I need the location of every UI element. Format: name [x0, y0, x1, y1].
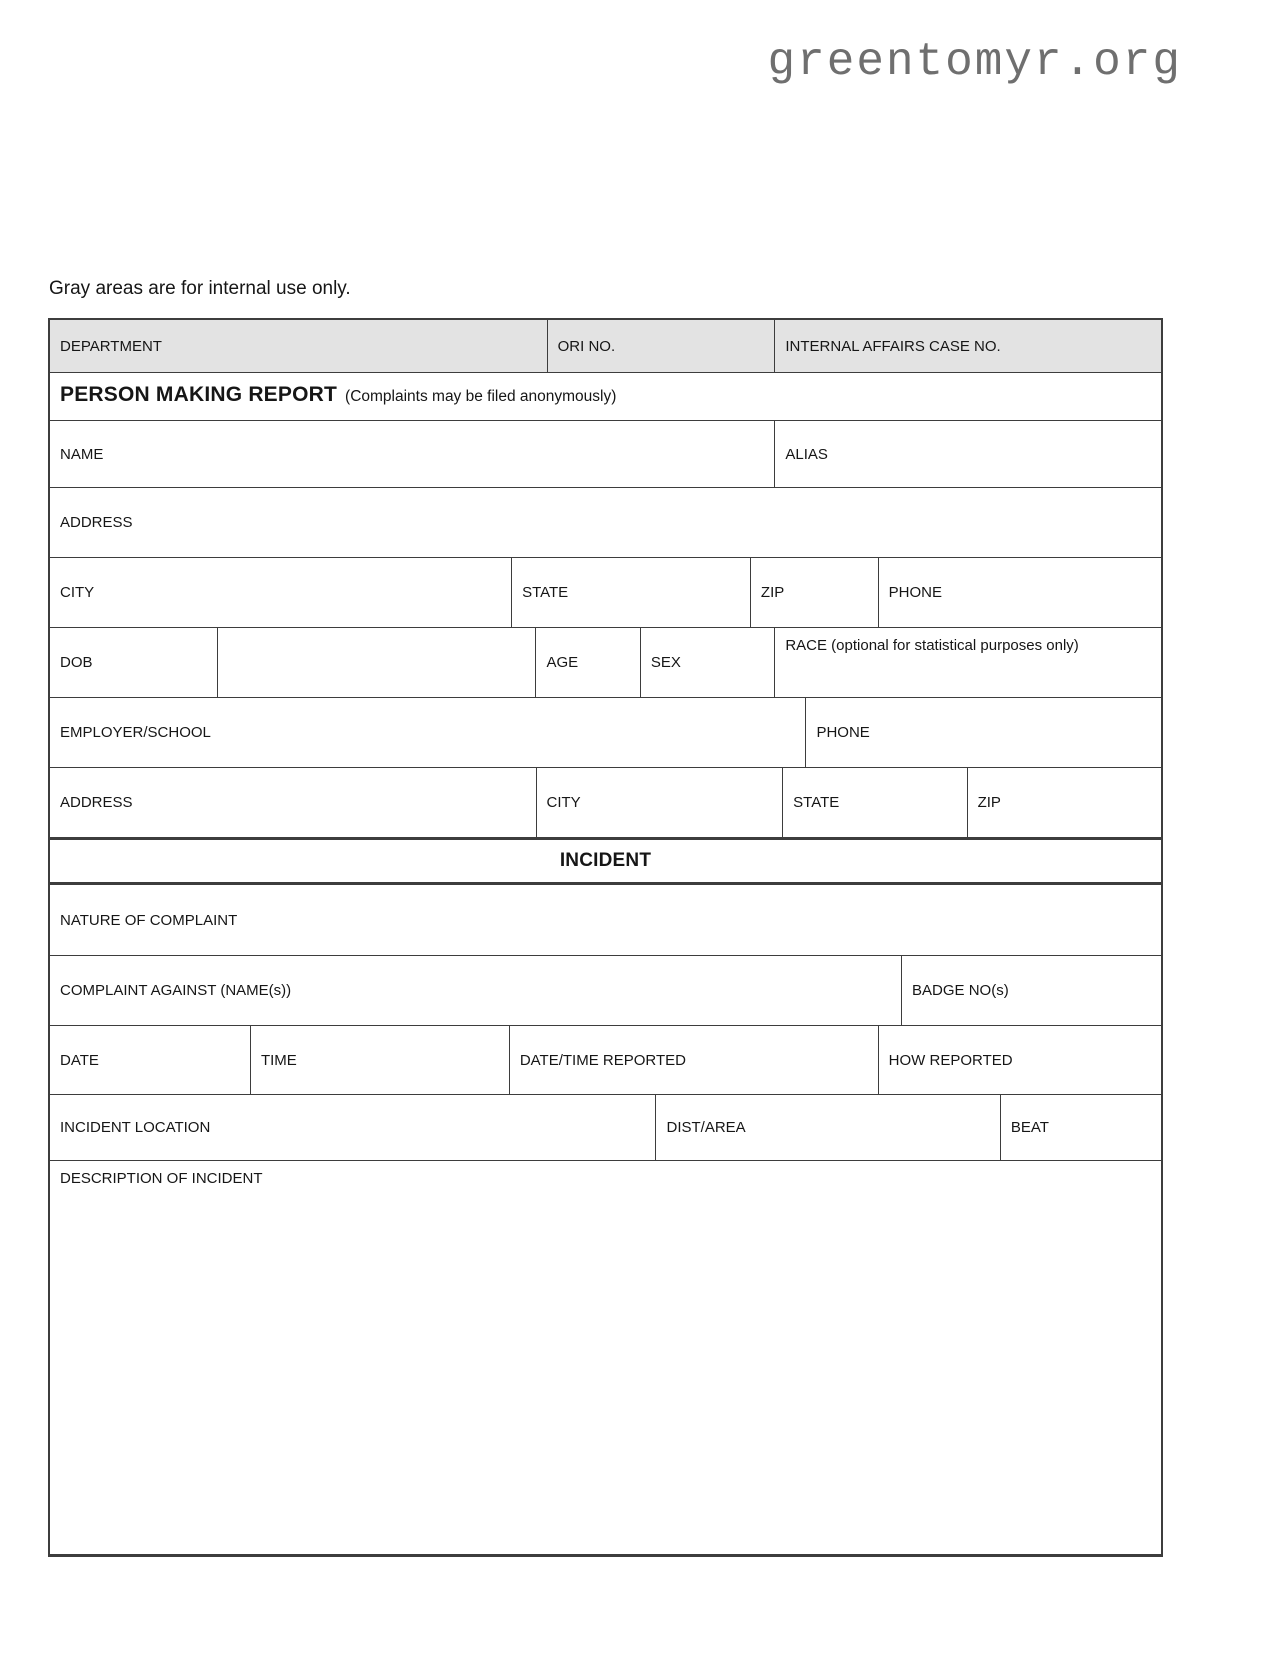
field-badge-no[interactable] — [901, 956, 1161, 1025]
field-alias[interactable] — [774, 421, 1161, 487]
field-time[interactable] — [250, 1026, 509, 1094]
field-beat[interactable] — [1000, 1095, 1161, 1160]
name-alias-row — [50, 420, 1161, 487]
person-section-subtitle: (Complaints may be filed anonymously) — [345, 388, 617, 405]
field-zip[interactable] — [750, 558, 878, 627]
incident-section-title: INCIDENT — [559, 850, 652, 871]
field-employer-address[interactable] — [50, 768, 536, 837]
field-dob-extra[interactable] — [217, 628, 536, 697]
field-description-of-incident-label: DESCRIPTION OF INCIDENT — [60, 1170, 263, 1187]
field-date-time-reported[interactable] — [509, 1026, 878, 1094]
city-state-zip-phone-row — [50, 557, 1161, 627]
field-employer-phone-label: PHONE — [816, 724, 870, 741]
field-employer-address-label: ADDRESS — [60, 794, 133, 811]
field-address-label: ADDRESS — [60, 514, 133, 531]
field-dist-area[interactable] — [655, 1095, 999, 1160]
complaint-form-table — [48, 318, 1163, 1557]
field-employer-city[interactable] — [536, 768, 783, 837]
field-how-reported-label: HOW REPORTED — [888, 1051, 1013, 1069]
field-complaint-against-label: COMPLAINT AGAINST (NAME(s)) — [60, 982, 292, 999]
field-department-label: DEPARTMENT — [60, 337, 162, 355]
field-ori-no[interactable] — [547, 320, 775, 372]
person-section-title: PERSON MAKING REPORT — [60, 383, 338, 406]
field-date-time-reported-label: DATE/TIME REPORTED — [519, 1051, 686, 1069]
field-alias-label: ALIAS — [785, 445, 828, 463]
field-complaint-against[interactable] — [50, 956, 901, 1025]
field-incident-location-label: INCIDENT LOCATION — [60, 1119, 211, 1136]
employer-phone-row — [50, 697, 1161, 767]
person-section-header-inner — [50, 373, 624, 420]
address-row — [50, 487, 1161, 557]
field-nature-of-complaint-label: NATURE OF COMPLAINT — [60, 911, 238, 929]
field-incident-location[interactable] — [50, 1095, 655, 1160]
field-employer-state-label: STATE — [793, 794, 840, 811]
incident-section-header — [50, 837, 1161, 885]
internal-use-note: Gray areas are for internal use only. — [49, 278, 351, 299]
field-department[interactable] — [50, 320, 547, 372]
field-race[interactable] — [774, 628, 1161, 697]
field-employer-city-label: CITY — [546, 794, 581, 811]
date-time-row — [50, 1025, 1161, 1094]
field-dob-label: DOB — [60, 654, 93, 671]
field-city[interactable] — [50, 558, 511, 627]
field-how-reported[interactable] — [878, 1026, 1161, 1094]
field-name[interactable] — [50, 421, 774, 487]
field-zip-label: ZIP — [760, 584, 785, 601]
field-sex[interactable] — [640, 628, 774, 697]
field-dist-area-label: DIST/AREA — [666, 1119, 746, 1136]
field-city-label: CITY — [60, 584, 95, 601]
field-time-label: TIME — [260, 1051, 297, 1069]
field-dob[interactable] — [50, 628, 217, 697]
field-race-label: RACE (optional for statistical purposes only) — [785, 637, 1079, 654]
location-row — [50, 1094, 1161, 1160]
field-date[interactable] — [50, 1026, 250, 1094]
field-employer-zip-label: ZIP — [977, 794, 1001, 811]
field-date-label: DATE — [60, 1051, 99, 1069]
field-employer-school[interactable] — [50, 698, 805, 767]
person-section-header — [50, 372, 1161, 420]
field-address[interactable] — [50, 488, 1161, 557]
employer-address-row — [50, 767, 1161, 837]
field-name-label: NAME — [60, 445, 104, 463]
field-age-label: AGE — [546, 654, 579, 671]
field-beat-label: BEAT — [1010, 1119, 1049, 1136]
field-employer-phone[interactable] — [805, 698, 1161, 767]
nature-row — [50, 885, 1161, 955]
incident-section-header-inner — [50, 840, 1161, 882]
field-ori-no-label: ORI NO. — [557, 337, 616, 355]
field-age[interactable] — [535, 628, 639, 697]
dob-age-sex-race-row — [50, 627, 1161, 697]
internal-use-row — [50, 320, 1161, 372]
field-ia-case-no[interactable] — [774, 320, 1161, 372]
field-phone-label: PHONE — [888, 584, 943, 601]
field-state-label: STATE — [522, 584, 569, 601]
field-employer-state[interactable] — [782, 768, 966, 837]
field-employer-school-label: EMPLOYER/SCHOOL — [60, 724, 211, 741]
field-description-of-incident[interactable] — [50, 1161, 1161, 1554]
field-phone[interactable] — [878, 558, 1161, 627]
site-logo: greentomyr.org — [767, 36, 1182, 88]
description-row — [50, 1160, 1161, 1554]
field-badge-no-label: BADGE NO(s) — [912, 982, 1009, 999]
field-sex-label: SEX — [650, 654, 681, 671]
field-state[interactable] — [511, 558, 750, 627]
field-nature-of-complaint[interactable] — [50, 885, 1161, 955]
field-ia-case-no-label: INTERNAL AFFAIRS CASE NO. — [785, 337, 1001, 355]
field-employer-zip[interactable] — [967, 768, 1161, 837]
complaint-against-row — [50, 955, 1161, 1025]
